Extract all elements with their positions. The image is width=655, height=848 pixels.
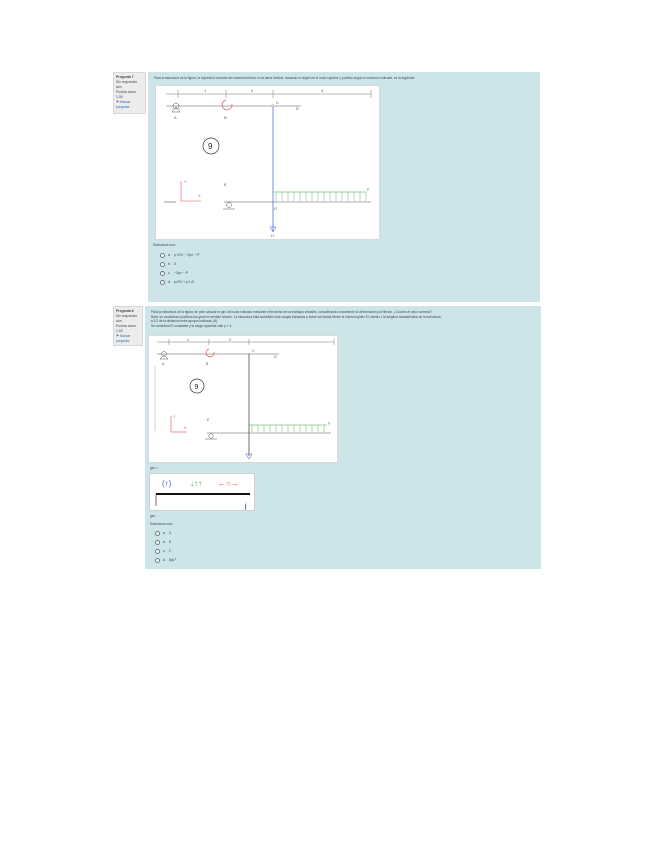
flag-question-button[interactable] [116,100,143,110]
giro-label-2: giro [150,514,156,518]
question-status: Sin responder aún [116,80,138,89]
radio-button[interactable] [160,280,165,285]
q7-options [160,251,200,287]
node-label-a: A [174,115,177,120]
question-text-line-2: Nota: se consideran positivos los giros en sentido horario. La estructura está sometida a las cargas indicadas y todas las barras tienen la misma rigidez EI, siendo L la longitud característica de la estructura. [151,314,442,319]
radio-button[interactable] [160,271,165,276]
q8-option-b[interactable]: b. 8 [155,538,176,547]
node-label-b: B [206,362,209,366]
moment-icon [222,100,232,110]
svg-text:(↑): (↑) [162,479,172,488]
question-number: Pregunta 7 [116,75,134,79]
radio-button[interactable] [155,531,160,536]
flag-icon: ⚑ [116,100,120,104]
structure-diagram [149,336,337,462]
question-7-figure [155,85,380,240]
axis-label-x: X [184,426,187,430]
q8-option-a[interactable]: a. 0 [155,529,176,538]
q7-option-d[interactable]: d. px²/2 + p·L/2 [160,278,200,287]
dim-label-1: 1 [187,338,189,342]
dim-label-1: 1 [204,88,207,93]
dim-label-3: 3 [321,88,324,93]
radio-button[interactable] [155,558,160,563]
node-label-c: C [276,100,279,105]
svg-text:←○→: ←○→ [218,479,239,488]
node-label-d: D [296,106,299,111]
question-text: Para la estructura de la figura, la expresión correcta del momento flector en la barra vertical, tomando el origen en el nudo superior y positivo según el convenio indicado, es la siguiente: [154,76,416,80]
q7-choose-label: Seleccione una: [153,243,176,247]
question-text-line-1: Para la estructura de la figura, se pide calcular el giro del nudo indicado mediante el teorema de los trabajos virtuales, considerando únicamente la deformación por flexión. ¿Cuál es el valor correcto? [151,310,433,314]
question-8-figure [148,335,338,463]
q8-options [155,529,176,565]
node-label-d: D [274,355,277,359]
svg-text:↓↑↑: ↓↑↑ [190,479,202,488]
node-label-c: C [252,349,255,353]
question-points: Puntúa como 1,00 [116,324,136,333]
q7-option-a[interactable]: a. p·x²/2 − 2px − P [160,251,200,260]
distributed-load [273,186,370,201]
radio-button[interactable] [155,549,160,554]
sign-convention-diagram [150,474,254,510]
flag-question-button[interactable] [116,334,140,344]
moment-icon [206,349,214,357]
structure-diagram [156,86,379,239]
figure-badge: 9 [194,384,199,391]
q7-option-c[interactable]: c. −2px − P [160,269,200,278]
load-label-p: p [328,421,330,425]
load-label-p: p [367,186,370,191]
distributed-load [249,421,330,432]
axis-label-y: Y [173,415,176,419]
axis-label-y: Y [184,179,187,184]
node-label-g: G [274,206,278,211]
q8-option-d[interactable]: d. 8pL³ [155,556,176,565]
node-label-b: B [224,115,227,120]
flag-icon: ⚑ [116,334,120,338]
question-status: Sin responder aún [116,314,138,323]
question-text-line-3: a 1/2 de la distancia entre apoyos indicada, (8). [151,319,218,323]
q7-option-b[interactable]: b. 0 [160,260,200,269]
radio-button[interactable] [155,540,160,545]
node-label-a: A [162,362,165,366]
node-label-e: E [224,182,227,187]
dim-label-2: 2 [229,338,231,342]
answer-fig-label-j: j [245,503,247,510]
answer-figure [149,473,255,511]
flag-label: Marcar pregunta [116,100,131,109]
q8-choose-label: Seleccione una: [150,522,173,526]
radio-button[interactable] [160,253,165,258]
node-label-e: E [207,418,210,422]
q8-option-c[interactable]: c. 2 [155,547,176,556]
question-number: Pregunta 8 [116,309,134,313]
radio-button[interactable] [160,262,165,267]
node-label-h: H [271,233,274,238]
figure-badge: 9 [208,142,213,151]
question-text-line-4: Se considera EI constante y la carga repartida vale p = 4. [151,323,233,328]
dim-label-2: 2 [251,88,254,93]
axis-label-x: X [198,193,201,198]
question-7-info [113,72,146,114]
question-points: Puntúa como 1,00 [116,90,136,99]
flag-label: Marcar pregunta [116,334,131,343]
question-8-info [113,306,143,346]
giro-label: giro = [150,466,159,470]
